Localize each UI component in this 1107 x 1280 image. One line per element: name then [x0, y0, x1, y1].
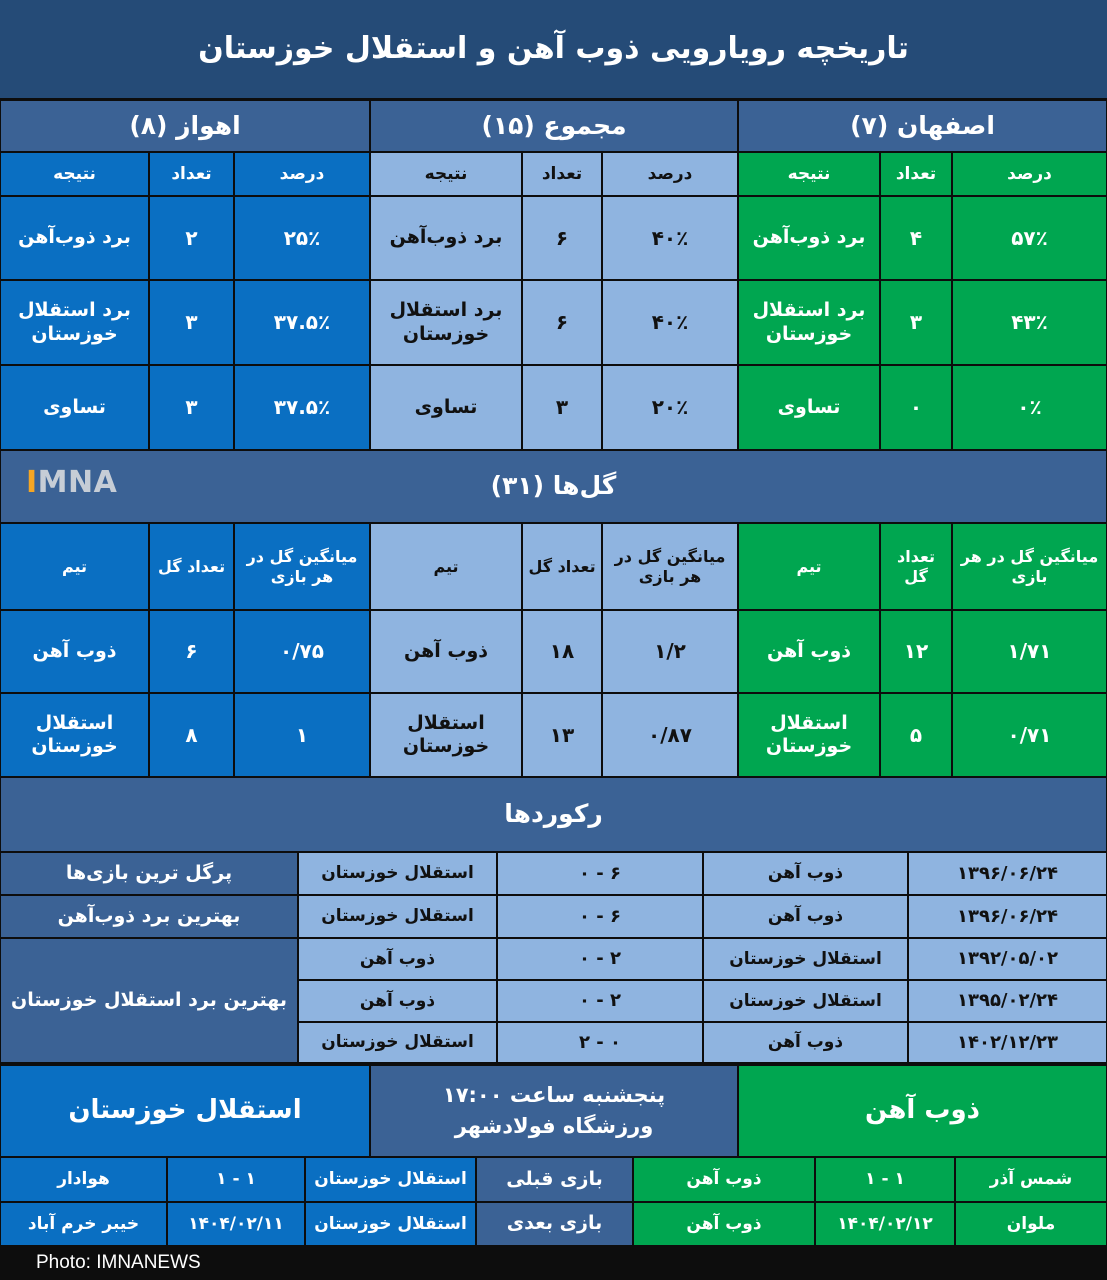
fixture-label-previous: بازی قبلی — [476, 1157, 633, 1202]
results-cell-result: برد استقلال خوزستان — [370, 280, 522, 365]
fixture-away-next-team: استقلال خوزستان — [305, 1202, 476, 1246]
records-cell-date: ۱۳۹۲/۰۵/۰۲ — [908, 938, 1107, 980]
results-cell-result: برد ذوب‌آهن — [370, 196, 522, 280]
goals-cell-avg: ۱ — [234, 693, 370, 777]
goals-cell-count: ۱۲ — [880, 610, 952, 693]
goals-cell-team: ذوب آهن — [738, 610, 880, 693]
fixture-home-next-value: ۱۴۰۴/۰۲/۱۲ — [815, 1202, 955, 1246]
records-cell-home: ذوب آهن — [703, 895, 908, 938]
results-colhead-isfahan-result: نتیجه — [738, 152, 880, 196]
goals-cell-team: استقلال خوزستان — [370, 693, 522, 777]
goals-colhead-ahvaz-count: تعداد گل — [149, 523, 234, 610]
results-cell-percent: ۴۰٪ — [602, 280, 738, 365]
fixture-venue-stadium: ورزشگاه فولادشهر — [454, 1114, 654, 1138]
records-cell-away: استقلال خوزستان — [298, 895, 497, 938]
results-cell-result: برد استقلال خوزستان — [0, 280, 149, 365]
goals-cell-team: ذوب آهن — [370, 610, 522, 693]
fixture-label-next: بازی بعدی — [476, 1202, 633, 1246]
page-title-bar — [0, 0, 1107, 100]
records-cell-home: استقلال خوزستان — [703, 938, 908, 980]
records-cell-date: ۱۳۹۶/۰۶/۲۴ — [908, 852, 1107, 895]
results-colhead-isfahan-percent: درصد — [952, 152, 1107, 196]
records-cell-away: ذوب آهن — [298, 980, 497, 1022]
records-cell-date: ۱۴۰۲/۱۲/۲۳ — [908, 1022, 1107, 1063]
goals-cell-avg: ۱/۲ — [602, 610, 738, 693]
results-cell-result: برد استقلال خوزستان — [738, 280, 880, 365]
fixture-away-next-value: ۱۴۰۴/۰۲/۱۱ — [167, 1202, 305, 1246]
results-cell-count: ۳ — [880, 280, 952, 365]
goals-colhead-total-count: تعداد گل — [522, 523, 602, 610]
imna-logo-text: MNA — [37, 465, 118, 500]
records-cell-score: ۶ - ۰ — [497, 895, 703, 938]
results-panel-heading-total: مجموع (۱۵) — [370, 100, 738, 152]
results-colhead-total-percent: درصد — [602, 152, 738, 196]
results-cell-result: برد ذوب‌آهن — [738, 196, 880, 280]
results-colhead-ahvaz-count: تعداد — [149, 152, 234, 196]
goals-section-heading-bar — [0, 450, 1107, 523]
results-panel-heading-isfahan: اصفهان (۷) — [738, 100, 1107, 152]
page-title: تاریخچه رویارویی ذوب آهن و استقلال خوزستان — [198, 31, 909, 67]
fixture-home-next-team: ذوب آهن — [633, 1202, 815, 1246]
goals-colhead-isfahan-count: تعداد گل — [880, 523, 952, 610]
goals-cell-avg: ۰/۷۵ — [234, 610, 370, 693]
records-row-label: بهترین برد ذوب‌آهن — [0, 895, 298, 938]
results-cell-percent: ۳۷.۵٪ — [234, 280, 370, 365]
results-cell-result: تساوی — [370, 365, 522, 450]
goals-cell-avg: ۰/۸۷ — [602, 693, 738, 777]
results-cell-percent: ۵۷٪ — [952, 196, 1107, 280]
results-cell-count: ۲ — [149, 196, 234, 280]
records-row-label: بهترین برد استقلال خوزستان — [0, 938, 298, 1063]
goals-cell-count: ۵ — [880, 693, 952, 777]
results-cell-count: ۶ — [522, 196, 602, 280]
records-cell-score: ۲ - ۰ — [497, 938, 703, 980]
records-cell-score: ۰ - ۲ — [497, 1022, 703, 1063]
goals-colhead-ahvaz-avg: میانگین گل در هر بازی — [234, 523, 370, 610]
results-cell-count: ۴ — [880, 196, 952, 280]
results-cell-count: ۳ — [149, 280, 234, 365]
fixture-away-next-opponent: خیبر خرم آباد — [0, 1202, 167, 1246]
results-cell-result: برد ذوب‌آهن — [0, 196, 149, 280]
goals-cell-count: ۱۳ — [522, 693, 602, 777]
fixture-away-prev-value: ۱ - ۱ — [167, 1157, 305, 1202]
results-cell-percent: ۰٪ — [952, 365, 1107, 450]
results-cell-count: ۶ — [522, 280, 602, 365]
records-cell-away: استقلال خوزستان — [298, 1022, 497, 1063]
records-row-label: پرگل ترین بازی‌ها — [0, 852, 298, 895]
goals-cell-count: ۸ — [149, 693, 234, 777]
records-cell-date: ۱۳۹۶/۰۶/۲۴ — [908, 895, 1107, 938]
fixture-home-next-opponent: ملوان — [955, 1202, 1107, 1246]
goals-colhead-ahvaz-team: تیم — [0, 523, 149, 610]
records-cell-home: استقلال خوزستان — [703, 980, 908, 1022]
goals-cell-team: ذوب آهن — [0, 610, 149, 693]
fixture-away-team: استقلال خوزستان — [0, 1065, 370, 1157]
results-cell-percent: ۴۳٪ — [952, 280, 1107, 365]
records-cell-away: ذوب آهن — [298, 938, 497, 980]
goals-colhead-total-avg: میانگین گل در هر بازی — [602, 523, 738, 610]
fixture-home-team: ذوب آهن — [738, 1065, 1107, 1157]
goals-cell-team: استقلال خوزستان — [0, 693, 149, 777]
records-cell-home: ذوب آهن — [703, 1022, 908, 1063]
results-cell-percent: ۳۷.۵٪ — [234, 365, 370, 450]
records-section-heading: رکوردها — [0, 777, 1107, 852]
fixture-away-prev-team: استقلال خوزستان — [305, 1157, 476, 1202]
fixture-home-prev-opponent: شمس آذر — [955, 1157, 1107, 1202]
results-cell-percent: ۲۰٪ — [602, 365, 738, 450]
records-cell-score: ۶ - ۰ — [497, 852, 703, 895]
results-cell-count: ۳ — [149, 365, 234, 450]
results-cell-percent: ۲۵٪ — [234, 196, 370, 280]
goals-cell-count: ۱۸ — [522, 610, 602, 693]
results-cell-percent: ۴۰٪ — [602, 196, 738, 280]
imna-logo — [26, 465, 117, 500]
records-cell-score: ۲ - ۰ — [497, 980, 703, 1022]
fixture-home-prev-value: ۱ - ۱ — [815, 1157, 955, 1202]
goals-colhead-isfahan-avg: میانگین گل در هر بازی — [952, 523, 1107, 610]
results-colhead-ahvaz-percent: درصد — [234, 152, 370, 196]
records-cell-home: ذوب آهن — [703, 852, 908, 895]
goals-cell-avg: ۱/۷۱ — [952, 610, 1107, 693]
photo-credit: Photo: IMNANEWS — [36, 1252, 201, 1273]
imna-logo-accent: I — [26, 465, 38, 500]
goals-cell-avg: ۰/۷۱ — [952, 693, 1107, 777]
goals-colhead-isfahan-team: تیم — [738, 523, 880, 610]
records-cell-away: استقلال خوزستان — [298, 852, 497, 895]
goals-cell-count: ۶ — [149, 610, 234, 693]
results-colhead-ahvaz-result: نتیجه — [0, 152, 149, 196]
fixture-venue-time: پنجشنبه ساعت ۱۷:۰۰ — [442, 1082, 666, 1107]
results-panel-heading-ahvaz: اهواز (۸) — [0, 100, 370, 152]
fixture-home-prev-team: ذوب آهن — [633, 1157, 815, 1202]
fixture-venue — [370, 1065, 738, 1157]
goals-colhead-total-team: تیم — [370, 523, 522, 610]
records-cell-date: ۱۳۹۵/۰۲/۲۴ — [908, 980, 1107, 1022]
results-colhead-total-result: نتیجه — [370, 152, 522, 196]
results-cell-count: ۳ — [522, 365, 602, 450]
results-cell-result: تساوی — [738, 365, 880, 450]
goals-cell-team: استقلال خوزستان — [738, 693, 880, 777]
goals-section-heading: گل‌ها (۳۱) — [490, 471, 617, 501]
results-colhead-total-count: تعداد — [522, 152, 602, 196]
fixture-away-prev-opponent: هوادار — [0, 1157, 167, 1202]
results-cell-result: تساوی — [0, 365, 149, 450]
results-cell-count: ۰ — [880, 365, 952, 450]
footer-bar — [0, 1246, 1107, 1280]
results-colhead-isfahan-count: تعداد — [880, 152, 952, 196]
